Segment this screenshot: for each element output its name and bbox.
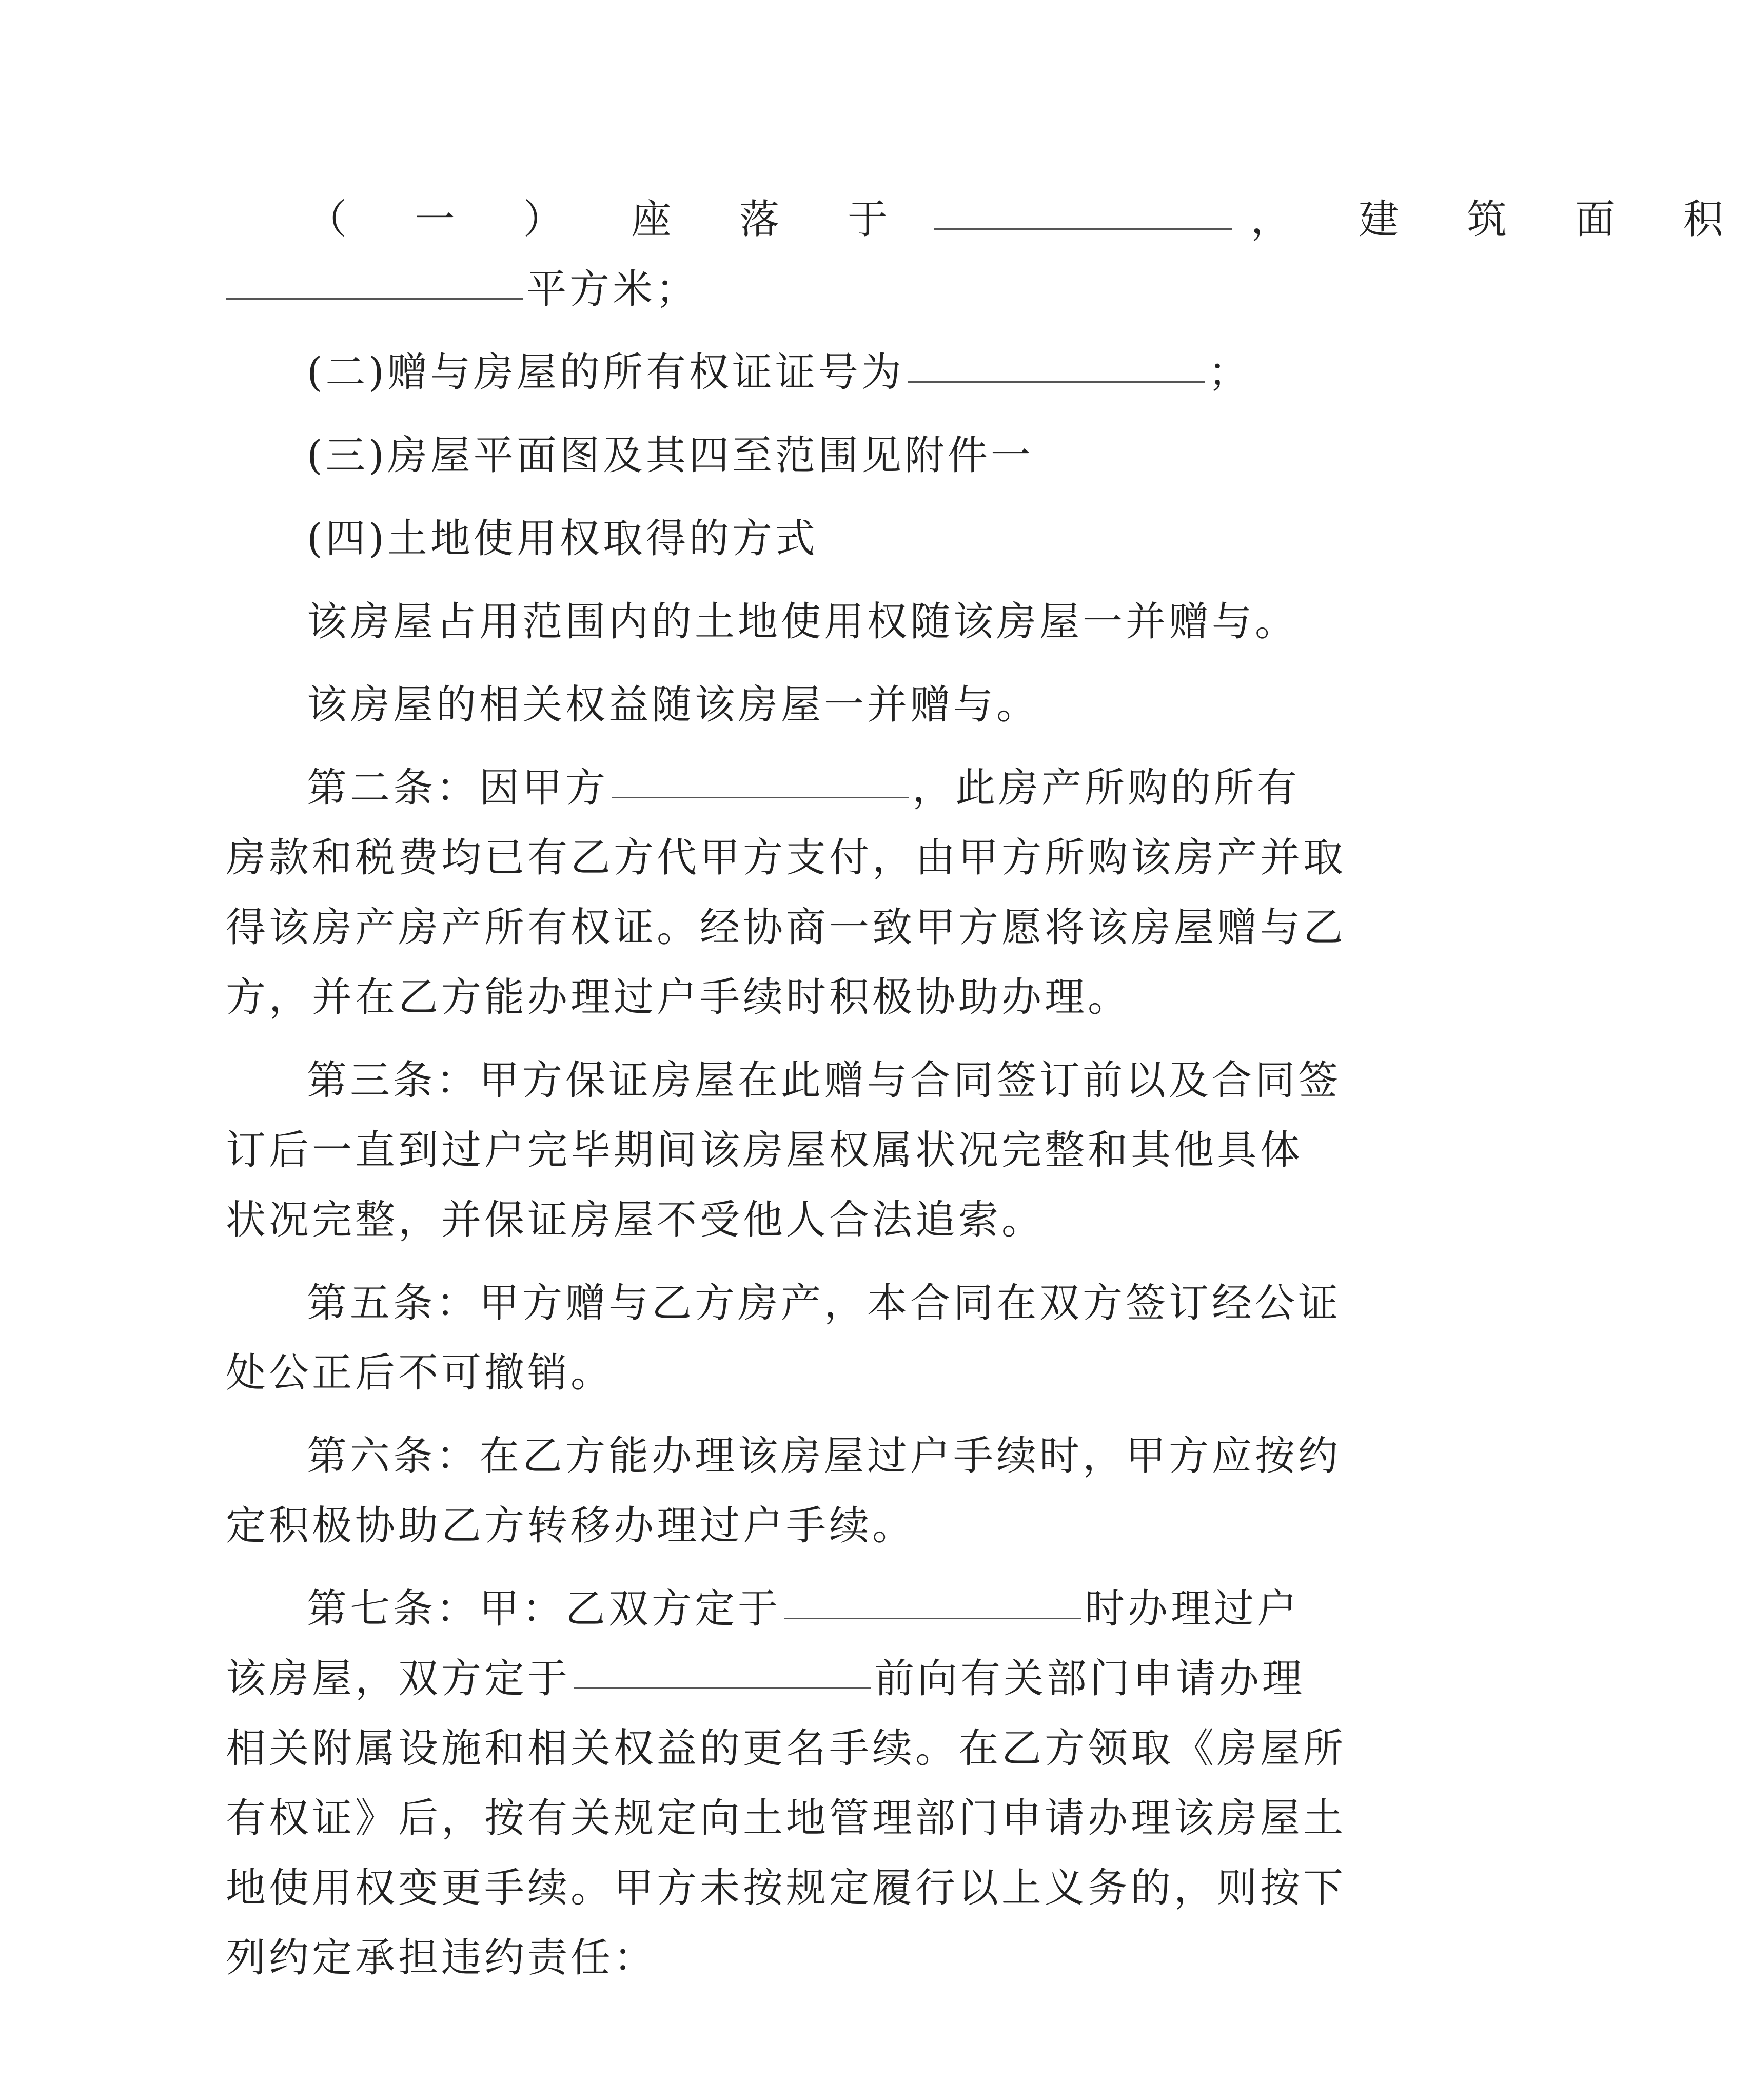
article-6-line-1: 第六条：在乙方能办理该房屋过户手续时，甲方应按约	[307, 1433, 1342, 1479]
article-2-line-2: 房款和税费均已有乙方代甲方支付，由甲方所购该房产并取	[226, 835, 1347, 881]
article-2-line-3: 得该房产房产所有权证。经协商一致甲方愿将该房屋赠与乙	[226, 905, 1347, 951]
article-6-line-2: 定积极协助乙方转移办理过户手续。	[226, 1503, 916, 1549]
location-blank[interactable]	[934, 228, 1232, 230]
transfer-date-blank[interactable]	[784, 1617, 1081, 1619]
item-2-end: ；	[1208, 349, 1251, 396]
item-1-line-1	[226, 185, 1751, 254]
article-7-line-6: 列约定承担违约责任：	[226, 1935, 657, 1981]
article-5-line-1: 第五条：甲方赠与乙方房产，本合同在双方签订经公证	[307, 1280, 1342, 1326]
article-7-start: 第七条：甲：乙双方定于	[307, 1586, 781, 1632]
article-7-line-5: 地使用权变更手续。甲方未按规定履行以上义务的，则按下	[226, 1865, 1347, 1911]
item-1-unit: 平方米；	[526, 266, 699, 312]
area-blank[interactable]	[226, 298, 523, 300]
article-7-line-1	[226, 1574, 1301, 1644]
article-7-line-2-start: 该房屋，双方定于	[226, 1656, 571, 1702]
application-date-blank[interactable]	[574, 1687, 871, 1689]
article-7-after-blank-1: 时办理过户	[1085, 1586, 1301, 1632]
article-3-line-2: 订后一直到过户完毕期间该房屋权属状况完整和其他具体	[226, 1127, 1304, 1173]
document-body	[226, 185, 1751, 1993]
article-3-line-3: 状况完整，并保证房屋不受他人合法追索。	[226, 1197, 1045, 1243]
item-2	[226, 338, 1267, 407]
article-2-line-4: 方，并在乙方能办理过户手续时积极协助办理。	[226, 974, 1131, 1020]
article-2-start: 第二条：因甲方	[307, 765, 609, 811]
item-1-line-2	[226, 254, 1267, 324]
item-4: (四)土地使用权取得的方式	[307, 516, 818, 562]
article-7-line-3: 相关附属设施和相关权益的更名手续。在乙方领取《房屋所	[226, 1725, 1347, 1772]
article-3-line-1: 第三条：甲方保证房屋在此赠与合同签订前以及合同签	[307, 1057, 1342, 1104]
paragraph-land-use: 该房屋占用范围内的土地使用权随该房屋一并赠与。	[307, 599, 1299, 645]
reason-blank[interactable]	[612, 796, 909, 798]
article-7-after-blank-2: 前向有关部门申请办理	[874, 1656, 1306, 1702]
item-1-prefix: （ 一 ） 座 落 于	[307, 197, 915, 243]
article-2-after-blank: ，此房产所购的所有	[912, 765, 1301, 811]
article-2-line-1	[226, 753, 1301, 823]
article-7-line-4: 有权证》后，按有关规定向土地管理部门申请办理该房屋土	[226, 1795, 1347, 1841]
item-1-middle: ， 建 筑 面 积	[1250, 197, 1751, 243]
item-2-text: (二)赠与房屋的所有权证证号为	[307, 349, 904, 396]
certificate-number-blank[interactable]	[908, 381, 1205, 383]
item-3: (三)房屋平面图及其四至范围见附件一	[307, 433, 1034, 479]
article-7-line-2	[226, 1644, 1306, 1714]
paragraph-related-rights: 该房屋的相关权益随该房屋一并赠与。	[307, 682, 1040, 728]
article-5-line-2: 处公正后不可撤销。	[226, 1350, 614, 1396]
